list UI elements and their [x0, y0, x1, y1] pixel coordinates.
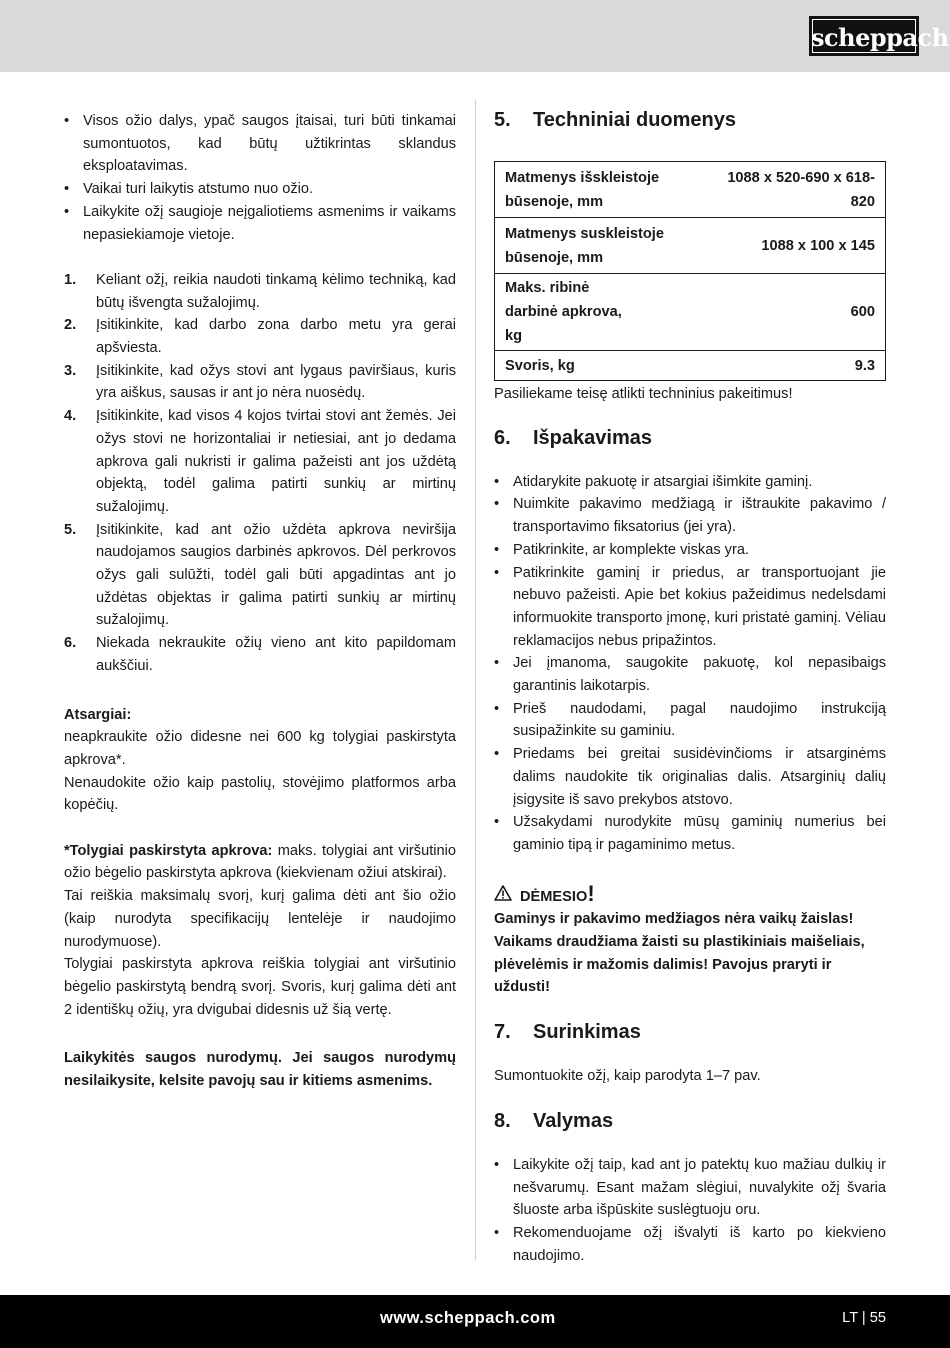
page-number: LT | 55 — [842, 1310, 886, 1326]
list-item — [64, 360, 456, 405]
section-title: Išpakavimas — [533, 426, 652, 449]
spec-label: Matmenys suskleistoje būsenoje, mm — [495, 218, 696, 274]
list-item — [64, 519, 456, 633]
table-row — [495, 351, 886, 381]
step-number: 6. — [64, 635, 77, 652]
spec-value: 600 — [696, 274, 886, 351]
assembly-text: Sumontuokite ožį, kaip parodyta 1–7 pav. — [494, 1068, 761, 1085]
safety-steps — [64, 269, 456, 678]
footer-bar — [0, 1295, 950, 1348]
list-item: • Priedams bei greitai susidėvinčioms ir atsarginėms dalims naudokite tik originalias dalis. Atsarginių dalių įsigysite iš savo prekybos atstovo. — [494, 743, 886, 811]
list-item: • Nuimkite pakavimo medžiagą ir ištraukite pakavimo / transportavimo fiksatorius (jei yra). — [494, 493, 886, 538]
step-number: 3. — [64, 362, 77, 379]
load-text: Tolygiai paskirstyta apkrova reiškia tolygiai ant viršutinio bėgelio paskirstytą bendrą svorį. Svoris, kurį galima dėti ant 2 identiškų ožių, yra dvigubai didesnis už šią vertę. — [64, 956, 456, 1018]
safety-note: Laikykitės saugos nurodymų. Jei saugos nurodymų nesilaikysite, kelsite pavojų sau ir kitiems asmenims. — [64, 1050, 456, 1090]
left-column — [64, 110, 456, 1093]
section-number: 5. — [494, 109, 511, 131]
list-item: • Patikrinkite gaminį ir priedus, ar transportuojant jie nebuvo pažeisti. Apie bet kokius pažeidimus nedelsdami informuokite transporto įmonę, kuri pristatė gaminį. Vėliau reklamacijos nebus pripažintos. — [494, 562, 886, 653]
section-heading — [494, 1017, 886, 1047]
spec-note: Pasiliekame teisę atlikti techninius pakeitimus! — [494, 386, 793, 402]
load-text: maks. tolygiai ant viršutinio ožio bėgelio paskirstyta apkrova (kiekvienam ožiui atskirai). — [64, 842, 456, 882]
step-text: Įsitikinkite, kad visos 4 kojos tvirtai stovi ant žemės. Jei ožys stovi ne horizontaliai ir netiesiai, ant jo dedama apkrova gali nukristi ir galima pažeisti ant jos uždėtą objektą, todėl galima patirti sunkių ar mirtinų sužalojimų. — [96, 408, 456, 515]
section-title: Surinkimas — [533, 1021, 641, 1044]
step-text: Įsitikinkite, kad ožys stovi ant lygaus paviršiaus, kuris yra aiškus, sausas ir ant jo nėra nuosėdų. — [96, 362, 456, 402]
section-heading — [494, 423, 886, 453]
cleaning-bullets — [494, 1154, 886, 1268]
section-number: 7. — [494, 1021, 511, 1044]
spec-value: 9.3 — [696, 351, 886, 381]
step-text: Niekada nekraukite ožių vieno ant kito papildomam aukščiui. — [96, 635, 456, 674]
warning-text: Gaminys ir pakavimo medžiagos nėra vaikų žaislas! Vaikams draudžiama žaisti su plastikiniais maišeliais, plėvelėmis ir mažomis dalimis! Pavojus praryti ir uždusti! — [494, 911, 865, 996]
column-divider — [475, 100, 476, 1260]
list-item — [64, 632, 456, 677]
unpacking-bullets — [494, 471, 886, 857]
list-item: • Vaikai turi laikytis atstumo nuo ožio. — [64, 178, 456, 201]
section-title: Techniniai duomenys — [533, 109, 736, 131]
header-bar — [0, 0, 950, 72]
table-row — [495, 218, 886, 274]
list-item — [64, 314, 456, 359]
warning-label: DĖMESIO — [520, 888, 588, 905]
spec-label: Maks. ribinė darbinė apkrova, kg — [495, 274, 696, 351]
section-title: Valymas — [533, 1109, 614, 1132]
brand-logo: scheppach — [809, 16, 919, 56]
section-heading — [494, 105, 886, 135]
step-number: 2. — [64, 317, 77, 334]
section-number: 6. — [494, 426, 511, 449]
safety-bullets — [64, 110, 456, 246]
section-number: 8. — [494, 1109, 511, 1132]
load-label: *Tolygiai paskirstyta apkrova: — [64, 842, 273, 859]
list-item — [64, 405, 456, 519]
list-item: • Laikykite ožį taip, kad ant jo patektų kuo mažiau dulkių ir nešvarumų. Esant mažam slėgiui, nuvalykite ožį švaria šluoste arba išpūskite suslėgtuoju oru. — [494, 1154, 886, 1222]
table-row — [495, 274, 886, 351]
warning-exclamation: ! — [587, 880, 595, 906]
list-item: • Prieš naudodami, pagal naudojimo instrukciją susipažinkite su gaminiu. — [494, 698, 886, 743]
spec-label: Matmenys išskleistoje būsenoje, mm — [495, 162, 696, 218]
load-text: Tai reiškia maksimalų svorį, kurį galima dėti ant šio ožio (kaip nurodyta specifikacijų lentelėje ir naudojimo nurodymuose). — [64, 888, 456, 950]
step-number: 5. — [64, 521, 77, 538]
spec-value: 1088 x 520-690 x 618-820 — [696, 162, 886, 218]
list-item: • Jei įmanoma, saugokite pakuotę, kol nepasibaigs garantinis laikotarpis. — [494, 652, 886, 697]
step-number: 1. — [64, 271, 77, 288]
list-item: • Užsakydami nurodykite mūsų gaminių numerius bei gaminio tipą ir pagaminimo metus. — [494, 811, 886, 856]
section-heading — [494, 1106, 886, 1136]
step-number: 4. — [64, 408, 77, 425]
right-column — [494, 100, 886, 1267]
list-item — [64, 269, 456, 314]
table-row — [495, 162, 886, 218]
footer-url[interactable]: www.scheppach.com — [380, 1309, 556, 1327]
list-item: • Rekomenduojame ožį išvalyti iš karto po kiekvieno naudojimo. — [494, 1222, 886, 1267]
warning-triangle-icon — [494, 885, 512, 901]
list-item: • Patikrinkite, ar komplekte viskas yra. — [494, 539, 886, 562]
step-text: Įsitikinkite, kad darbo zona darbo metu yra gerai apšviesta. — [96, 317, 456, 357]
spec-table — [494, 161, 886, 381]
list-item: • Visos ožio dalys, ypač saugos įtaisai, turi būti tinkamai sumontuotos, kad būtų užtikrintas sklandus eksploatavimas. — [64, 110, 456, 178]
step-text: Keliant ožį, reikia naudoti tinkamą kėlimo techniką, kad būtų išvengta sužalojimų. — [96, 271, 456, 311]
list-item: • Laikykite ožį saugioje neįgaliotiems asmenims ir vaikams nepasiekiamoje vietoje. — [64, 201, 456, 246]
load-definition — [64, 840, 456, 885]
caution-title: Atsargiai: — [64, 706, 132, 723]
list-item: • Atidarykite pakuotę ir atsargiai išimkite gaminį. — [494, 471, 886, 494]
caution-text: Nenaudokite ožio kaip pastolių, stovėjimo platformos arba kopėčių. — [64, 774, 456, 814]
spec-label: Svoris, kg — [495, 351, 696, 381]
warning-heading — [494, 880, 886, 909]
spec-value: 1088 x 100 x 145 — [696, 218, 886, 274]
step-text: Įsitikinkite, kad ant ožio uždėta apkrova neviršija naudojamos saugios darbinės apkrovos. Dėl perkrovos ožys gali sulūžti, todėl gali būti apgadintas ant jo uždėtas objektas ir galima patirti sunkių ar mirtinų sužalojimų. — [96, 521, 456, 629]
caution-text: neapkraukite ožio didesne nei 600 kg tolygiai paskirstyta apkrova*. — [64, 729, 456, 768]
